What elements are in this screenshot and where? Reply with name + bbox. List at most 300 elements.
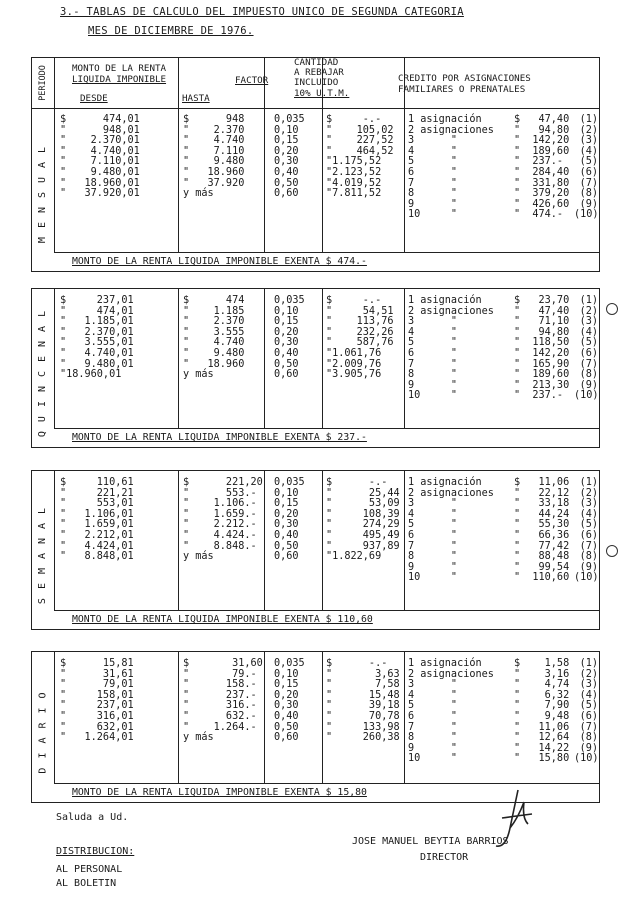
asignacion-value-column-cell: " 66,36 bbox=[514, 529, 570, 541]
period-label bbox=[32, 475, 54, 627]
asignacion-index-column bbox=[574, 659, 598, 765]
asignacion-value-column-cell: " 12,64 bbox=[514, 732, 570, 744]
asignacion-value-column-cell: " 15,80 bbox=[514, 753, 570, 765]
asignacion-index-column-cell: (2) bbox=[579, 124, 598, 136]
factor-column-cell: 0,035 bbox=[274, 295, 305, 306]
rebajar-column-cell: "3.905,76 bbox=[326, 369, 382, 381]
asignacion-index-column-cell: (1) bbox=[579, 477, 598, 488]
asignacion-index-column-cell: (8) bbox=[579, 732, 598, 744]
hasta-column-cell: " 553.- bbox=[183, 487, 257, 499]
rebajar-column-cell: " 25,44 bbox=[326, 487, 400, 499]
rebajar-column-cell: " 464,52 bbox=[326, 145, 394, 157]
desde-column bbox=[60, 115, 140, 200]
asignacion-value-column-cell: $ 23,70 bbox=[514, 295, 570, 306]
asignacion-value-column-cell: " 331,80 bbox=[514, 177, 570, 189]
desde-column-cell: " 18.960,01 bbox=[60, 177, 140, 189]
asignacion-index-column bbox=[574, 296, 598, 402]
hasta-column-cell: " 1.264.- bbox=[183, 721, 257, 733]
asignacion-index-column-cell: (6) bbox=[579, 347, 598, 359]
hasta-column-cell: " 79.- bbox=[183, 668, 257, 680]
factor-column-cell: 0,60 bbox=[274, 732, 299, 744]
rebajar-column-cell: "2.009,76 bbox=[326, 358, 382, 370]
asignacion-index-column-cell: (7) bbox=[579, 721, 598, 733]
footer-divider bbox=[54, 783, 599, 784]
col-credito-1-text: CREDITO POR ASIGNACIONES bbox=[398, 73, 531, 84]
factor-column-cell: 0,50 bbox=[274, 177, 299, 189]
factor-column bbox=[274, 478, 305, 563]
hasta-column-cell: " 18.960 bbox=[183, 166, 245, 178]
asignacion-name-column-cell: 10 " bbox=[408, 572, 458, 584]
rebajar-column-cell: $ -.- bbox=[326, 477, 388, 488]
column-divider bbox=[322, 471, 323, 611]
desde-column-cell: " 9.480,01 bbox=[60, 166, 140, 178]
asignacion-name-column-cell: 10 " bbox=[408, 390, 458, 402]
hasta-column-cell: " 7.110 bbox=[183, 145, 245, 157]
asignacion-name-column-cell: 3 " bbox=[408, 679, 458, 691]
col-periodo-text: PERIODO bbox=[38, 65, 49, 101]
col-cantidad-3 bbox=[294, 78, 338, 88]
desde-column bbox=[60, 296, 134, 381]
period-table-quincenal bbox=[31, 288, 600, 448]
desde-column bbox=[60, 659, 134, 744]
asignacion-index-column-cell: (3) bbox=[579, 316, 598, 328]
col-credito-2 bbox=[398, 85, 525, 95]
column-divider bbox=[178, 471, 179, 611]
header-divider bbox=[32, 108, 599, 109]
asignacion-name-column-cell: 9 " bbox=[408, 742, 458, 754]
col-desde-text: DESDE bbox=[80, 93, 108, 104]
factor-column-cell: 0,20 bbox=[274, 508, 299, 520]
col-factor-text: FACTOR bbox=[235, 75, 269, 86]
title-line-1: 3.- TABLAS DE CALCULO DEL IMPUESTO UNICO DE SEGUNDA CATEGORIA bbox=[60, 6, 464, 18]
period-table-semanal bbox=[31, 470, 600, 630]
period-label-text: MENSUAL bbox=[37, 137, 49, 244]
column-divider bbox=[178, 58, 179, 253]
asignacion-value-column-cell: " 142,20 bbox=[514, 135, 570, 147]
rebajar-column-cell: "1.061,76 bbox=[326, 347, 382, 359]
punch-hole bbox=[606, 303, 618, 315]
column-divider bbox=[54, 652, 55, 784]
asignacion-index-column-cell: (9) bbox=[579, 742, 598, 754]
signer-name: JOSE MANUEL BEYTIA BARRIOS bbox=[352, 836, 509, 847]
asignacion-name-column-cell: 6 " bbox=[408, 347, 458, 359]
rebajar-column-cell: " 113,76 bbox=[326, 316, 394, 328]
asignacion-index-column-cell: (10) bbox=[574, 753, 599, 765]
exenta-footer bbox=[72, 432, 367, 443]
asignacion-name-column bbox=[408, 478, 494, 584]
asignacion-name-column bbox=[408, 296, 494, 402]
asignacion-value-column-cell: " 118,50 bbox=[514, 337, 570, 349]
column-divider bbox=[264, 58, 265, 253]
desde-column-cell: " 948,01 bbox=[60, 124, 140, 136]
asignacion-value-column-cell: " 6,32 bbox=[514, 689, 570, 701]
exenta-footer bbox=[72, 614, 373, 625]
asignacion-index-column bbox=[574, 478, 598, 584]
asignacion-value-column-cell: " 88,48 bbox=[514, 551, 570, 563]
rebajar-column-cell: " 587,76 bbox=[326, 337, 394, 349]
asignacion-index-column-cell: (5) bbox=[579, 519, 598, 531]
asignacion-index-column-cell: (3) bbox=[579, 679, 598, 691]
period-label-text: DIARIO bbox=[37, 682, 49, 774]
asignacion-name-column-cell: 1 asignación bbox=[408, 477, 482, 488]
asignacion-index-column-cell: (10) bbox=[574, 390, 599, 402]
period-label bbox=[32, 293, 54, 445]
asignacion-index-column-cell: (4) bbox=[579, 508, 598, 520]
title-line-2: MES DE DICIEMBRE DE 1976. bbox=[88, 25, 254, 37]
asignacion-value-column-cell: " 474.- bbox=[514, 209, 564, 221]
hasta-column-cell: $ 474 bbox=[183, 295, 245, 306]
asignacion-index-column-cell: (1) bbox=[579, 658, 598, 669]
asignacion-value-column-cell: " 44,24 bbox=[514, 508, 570, 520]
col-credito-1 bbox=[398, 74, 531, 84]
asignacion-name-column-cell: 1 asignación bbox=[408, 114, 482, 125]
asignacion-name-column bbox=[408, 659, 494, 765]
hasta-column-cell: " 2.212.- bbox=[183, 519, 257, 531]
rebajar-column-cell: "2.123,52 bbox=[326, 166, 382, 178]
period-label-text: QUINCENAL bbox=[37, 301, 49, 437]
rebajar-column bbox=[326, 296, 393, 381]
exenta-footer-text: MONTO DE LA RENTA LIQUIDA IMPONIBLE EXENTA $ 15,80 bbox=[72, 787, 367, 798]
col-hasta-text: HASTA bbox=[182, 93, 210, 104]
factor-column-cell: 0,035 bbox=[274, 114, 305, 125]
asignacion-name-column-cell: 6 " bbox=[408, 529, 458, 541]
col-cantidad-2-text: A REBAJAR bbox=[294, 67, 344, 78]
column-divider bbox=[264, 289, 265, 429]
hasta-column bbox=[183, 115, 244, 200]
asignacion-value-column-cell: " 189,60 bbox=[514, 369, 570, 381]
asignacion-index-column-cell: (4) bbox=[579, 326, 598, 338]
asignacion-name-column-cell: 1 asignación bbox=[408, 295, 482, 306]
asignacion-name-column-cell: 2 asignaciones bbox=[408, 487, 494, 499]
rebajar-column-cell: "4.019,52 bbox=[326, 177, 382, 189]
period-table-mensual bbox=[31, 57, 600, 272]
asignacion-name-column-cell: 4 " bbox=[408, 326, 458, 338]
asignacion-value-column-cell: " 7,90 bbox=[514, 700, 570, 712]
asignacion-value-column-cell: " 77,42 bbox=[514, 540, 570, 552]
desde-column-cell: "18.960,01 bbox=[60, 369, 122, 381]
rebajar-column-cell: " 937,89 bbox=[326, 540, 400, 552]
rebajar-column-cell: "1.822,69 bbox=[326, 551, 382, 563]
asignacion-name-column-cell: 7 " bbox=[408, 540, 458, 552]
hasta-column-cell: " 632.- bbox=[183, 710, 257, 722]
factor-column-cell: 0,10 bbox=[274, 668, 299, 680]
asignacion-index-column-cell: (1) bbox=[579, 295, 598, 306]
punch-hole bbox=[606, 545, 618, 557]
factor-column-cell: 0,40 bbox=[274, 347, 299, 359]
hasta-column-cell: " 1.106.- bbox=[183, 498, 257, 510]
rebajar-column-cell: "7.811,52 bbox=[326, 188, 382, 200]
factor-column-cell: 0,40 bbox=[274, 166, 299, 178]
col-cantidad-4-text: 10% U.T.M. bbox=[294, 88, 350, 99]
asignacion-name-column-cell: 8 " bbox=[408, 551, 458, 563]
column-divider bbox=[404, 289, 405, 429]
rebajar-column-cell: " 54,51 bbox=[326, 305, 394, 317]
asignacion-index-column-cell: (7) bbox=[579, 358, 598, 370]
desde-column-cell: " 2.370,01 bbox=[60, 135, 140, 147]
period-table-diario bbox=[31, 651, 600, 803]
asignacion-name-column-cell: 3 " bbox=[408, 498, 458, 510]
exenta-footer bbox=[72, 256, 367, 267]
rebajar-column-cell: " 495,49 bbox=[326, 529, 400, 541]
asignacion-value-column-cell: " 22,12 bbox=[514, 487, 570, 499]
asignacion-name-column-cell: 6 " bbox=[408, 710, 458, 722]
desde-column-cell: " 3.555,01 bbox=[60, 337, 134, 349]
desde-column-cell: $ 474,01 bbox=[60, 114, 140, 125]
distribution-heading: DISTRIBUCION: bbox=[56, 846, 135, 857]
signer-title: DIRECTOR bbox=[420, 852, 469, 863]
hasta-column-cell: " 2.370 bbox=[183, 316, 245, 328]
col-monto-line2-text: LIQUIDA IMPONIBLE bbox=[72, 74, 167, 85]
factor-column-cell: 0,20 bbox=[274, 689, 299, 701]
hasta-column-cell: $ 31,60 bbox=[183, 658, 263, 669]
hasta-column-cell: " 158.- bbox=[183, 679, 257, 691]
asignacion-value-column-cell: $ 1,58 bbox=[514, 658, 570, 669]
hasta-column-cell: " 316.- bbox=[183, 700, 257, 712]
asignacion-index-column-cell: (5) bbox=[579, 156, 598, 168]
asignacion-index-column-cell: (9) bbox=[579, 379, 598, 391]
asignacion-name-column-cell: 5 " bbox=[408, 337, 458, 349]
factor-column-cell: 0,20 bbox=[274, 326, 299, 338]
desde-column-cell: " 632,01 bbox=[60, 721, 134, 733]
col-monto-line2 bbox=[72, 75, 166, 85]
period-label-text: SEMANAL bbox=[37, 498, 49, 604]
asignacion-name-column-cell: 2 asignaciones bbox=[408, 124, 494, 136]
desde-column-cell: " 1.659,01 bbox=[60, 519, 134, 531]
asignacion-index-column-cell: (5) bbox=[579, 700, 598, 712]
column-divider bbox=[54, 289, 55, 429]
column-divider bbox=[404, 471, 405, 611]
desde-column-cell: " 158,01 bbox=[60, 689, 134, 701]
asignacion-index-column-cell: (3) bbox=[579, 498, 598, 510]
asignacion-name-column-cell: 8 " bbox=[408, 188, 458, 200]
column-divider bbox=[322, 289, 323, 429]
asignacion-value-column bbox=[514, 478, 569, 584]
rebajar-column-cell: $ -.- bbox=[326, 114, 382, 125]
exenta-footer-text: MONTO DE LA RENTA LIQUIDA IMPONIBLE EXENTA $ 474.- bbox=[72, 256, 367, 267]
column-divider bbox=[178, 652, 179, 784]
desde-column-cell: " 4.424,01 bbox=[60, 540, 134, 552]
desde-column-cell: " 221,21 bbox=[60, 487, 134, 499]
hasta-column-cell: $ 948 bbox=[183, 114, 245, 125]
asignacion-value-column-cell: " 94,80 bbox=[514, 124, 570, 136]
hasta-column-cell: " 237.- bbox=[183, 689, 257, 701]
hasta-column-cell: " 3.555 bbox=[183, 326, 245, 338]
asignacion-value-column-cell: " 14,22 bbox=[514, 742, 570, 754]
col-hasta bbox=[182, 94, 210, 104]
factor-column-cell: 0,60 bbox=[274, 369, 299, 381]
column-divider bbox=[322, 652, 323, 784]
desde-column-cell: $ 237,01 bbox=[60, 295, 134, 306]
column-divider bbox=[264, 471, 265, 611]
factor-column-cell: 0,50 bbox=[274, 358, 299, 370]
asignacion-value-column-cell: " 47,40 bbox=[514, 305, 570, 317]
asignacion-name-column-cell: 3 " bbox=[408, 316, 458, 328]
factor-column-cell: 0,60 bbox=[274, 188, 299, 200]
desde-column-cell: " 31,61 bbox=[60, 668, 134, 680]
asignacion-value-column-cell: " 165,90 bbox=[514, 358, 570, 370]
asignacion-name-column-cell: 9 " bbox=[408, 198, 458, 210]
rebajar-column bbox=[326, 659, 400, 744]
asignacion-index-column-cell: (10) bbox=[574, 572, 599, 584]
asignacion-value-column-cell: " 55,30 bbox=[514, 519, 570, 531]
factor-column-cell: 0,20 bbox=[274, 145, 299, 157]
hasta-column bbox=[183, 659, 263, 744]
asignacion-value-column-cell: " 237.- bbox=[514, 156, 564, 168]
factor-column bbox=[274, 296, 305, 381]
factor-column-cell: 0,30 bbox=[274, 700, 299, 712]
asignacion-index-column-cell: (6) bbox=[579, 529, 598, 541]
asignacion-index-column-cell: (8) bbox=[579, 551, 598, 563]
asignacion-value-column-cell: " 237.- bbox=[514, 390, 564, 402]
asignacion-index-column-cell: (7) bbox=[579, 177, 598, 189]
col-desde bbox=[80, 94, 108, 104]
desde-column bbox=[60, 478, 134, 563]
asignacion-name-column-cell: 1 asignación bbox=[408, 658, 482, 669]
hasta-column-cell: y más bbox=[183, 369, 214, 381]
col-cantidad-4 bbox=[294, 89, 349, 99]
asignacion-name-column-cell: 10 " bbox=[408, 209, 458, 221]
rebajar-column-cell: " 3,63 bbox=[326, 668, 400, 680]
factor-column bbox=[274, 659, 305, 744]
asignacion-index-column bbox=[574, 115, 598, 221]
asignacion-value-column-cell: " 213,30 bbox=[514, 379, 570, 391]
closing-salutation: Saluda a Ud. bbox=[56, 812, 129, 823]
hasta-column-cell: " 4.424.- bbox=[183, 529, 257, 541]
rebajar-column-cell: " 133,98 bbox=[326, 721, 400, 733]
document-title bbox=[60, 6, 464, 18]
asignacion-index-column-cell: (4) bbox=[579, 689, 598, 701]
rebajar-column-cell: " 39,18 bbox=[326, 700, 400, 712]
asignacion-value-column-cell: " 379,20 bbox=[514, 188, 570, 200]
col-credito-2-text: FAMILIARES O PRENATALES bbox=[398, 84, 526, 95]
asignacion-name-column-cell: 5 " bbox=[408, 519, 458, 531]
asignacion-value-column-cell: " 99,54 bbox=[514, 561, 570, 573]
rebajar-column-cell: " 7,58 bbox=[326, 679, 400, 691]
period-label bbox=[32, 112, 54, 269]
asignacion-index-column-cell: (3) bbox=[579, 135, 598, 147]
desde-column-cell: " 37.920,01 bbox=[60, 188, 140, 200]
factor-column-cell: 0,15 bbox=[274, 498, 299, 510]
col-factor bbox=[235, 76, 268, 86]
desde-column-cell: " 2.370,01 bbox=[60, 326, 134, 338]
desde-column-cell: $ 110,61 bbox=[60, 477, 134, 488]
rebajar-column-cell: " 274,29 bbox=[326, 519, 400, 531]
factor-column-cell: 0,30 bbox=[274, 337, 299, 349]
exenta-footer-text: MONTO DE LA RENTA LIQUIDA IMPONIBLE EXENTA $ 237.- bbox=[72, 432, 367, 443]
col-monto-line1-text: MONTO DE LA RENTA bbox=[72, 63, 167, 74]
rebajar-column-cell: " 53,09 bbox=[326, 498, 400, 510]
asignacion-value-column-cell: " 189,60 bbox=[514, 145, 570, 157]
hasta-column-cell: " 1.185 bbox=[183, 305, 245, 317]
hasta-column bbox=[183, 478, 263, 563]
column-divider bbox=[178, 289, 179, 429]
factor-column-cell: 0,60 bbox=[274, 551, 299, 563]
hasta-column-cell: " 37.920 bbox=[183, 177, 245, 189]
hasta-column-cell: " 9.480 bbox=[183, 156, 245, 168]
asignacion-value-column-cell: " 71,10 bbox=[514, 316, 570, 328]
asignacion-name-column-cell: 2 asignaciones bbox=[408, 305, 494, 317]
desde-column-cell: " 1.264,01 bbox=[60, 732, 134, 744]
hasta-column-cell: y más bbox=[183, 732, 214, 744]
asignacion-index-column-cell: (7) bbox=[579, 540, 598, 552]
rebajar-column-cell: "1.175,52 bbox=[326, 156, 382, 168]
asignacion-value-column-cell: " 33,18 bbox=[514, 498, 570, 510]
desde-column-cell: " 8.848,01 bbox=[60, 551, 134, 563]
factor-column-cell: 0,10 bbox=[274, 305, 299, 317]
factor-column-cell: 0,15 bbox=[274, 679, 299, 691]
asignacion-name-column-cell: 4 " bbox=[408, 689, 458, 701]
col-periodo bbox=[32, 58, 54, 108]
asignacion-index-column-cell: (6) bbox=[579, 710, 598, 722]
factor-column-cell: 0,50 bbox=[274, 721, 299, 733]
asignacion-name-column-cell: 9 " bbox=[408, 379, 458, 391]
rebajar-column-cell: $ -.- bbox=[326, 295, 382, 306]
rebajar-column-cell: " 108,39 bbox=[326, 508, 400, 520]
factor-column-cell: 0,10 bbox=[274, 487, 299, 499]
column-divider bbox=[54, 471, 55, 611]
desde-column-cell: " 237,01 bbox=[60, 700, 134, 712]
asignacion-index-column-cell: (9) bbox=[579, 561, 598, 573]
distribution-item-1: AL PERSONAL bbox=[56, 864, 123, 875]
rebajar-column-cell: " 70,78 bbox=[326, 710, 400, 722]
column-divider bbox=[54, 58, 55, 253]
factor-column-cell: 0,035 bbox=[274, 477, 305, 488]
hasta-column-cell: y más bbox=[183, 188, 214, 200]
hasta-column-cell: " 4.740 bbox=[183, 337, 245, 349]
rebajar-column bbox=[326, 478, 400, 563]
asignacion-value-column-cell: " 142,20 bbox=[514, 347, 570, 359]
asignacion-name-column-cell: 8 " bbox=[408, 732, 458, 744]
asignacion-value-column bbox=[514, 296, 569, 402]
exenta-footer-text: MONTO DE LA RENTA LIQUIDA IMPONIBLE EXENTA $ 110,60 bbox=[72, 614, 373, 625]
factor-column-cell: 0,30 bbox=[274, 519, 299, 531]
asignacion-value-column-cell: $ 11,06 bbox=[514, 477, 570, 488]
asignacion-value-column bbox=[514, 115, 569, 221]
asignacion-index-column-cell: (1) bbox=[579, 114, 598, 125]
desde-column-cell: " 79,01 bbox=[60, 679, 134, 691]
hasta-column-cell: " 8.848.- bbox=[183, 540, 257, 552]
hasta-column bbox=[183, 296, 244, 381]
rebajar-column-cell: " 15,48 bbox=[326, 689, 400, 701]
asignacion-index-column-cell: (2) bbox=[579, 668, 598, 680]
factor-column bbox=[274, 115, 305, 200]
factor-column-cell: 0,50 bbox=[274, 540, 299, 552]
asignacion-index-column-cell: (2) bbox=[579, 487, 598, 499]
asignacion-index-column-cell: (4) bbox=[579, 145, 598, 157]
rebajar-column-cell: " 260,38 bbox=[326, 732, 400, 744]
asignacion-index-column-cell: (2) bbox=[579, 305, 598, 317]
desde-column-cell: $ 15,81 bbox=[60, 658, 134, 669]
desde-column-cell: " 1.106,01 bbox=[60, 508, 134, 520]
desde-column-cell: " 4.740,01 bbox=[60, 347, 134, 359]
footer-divider bbox=[54, 252, 599, 253]
asignacion-name-column-cell: 4 " bbox=[408, 508, 458, 520]
hasta-column-cell: $ 221,20 bbox=[183, 477, 263, 488]
asignacion-value-column-cell: " 3,16 bbox=[514, 668, 570, 680]
asignacion-name-column-cell: 7 " bbox=[408, 177, 458, 189]
asignacion-index-column-cell: (8) bbox=[579, 369, 598, 381]
rebajar-column-cell: " 105,02 bbox=[326, 124, 394, 136]
distribution-item-2: AL BOLETIN bbox=[56, 878, 117, 889]
rebajar-column-cell: $ -.- bbox=[326, 658, 388, 669]
column-divider bbox=[264, 652, 265, 784]
asignacion-name-column-cell: 5 " bbox=[408, 156, 458, 168]
hasta-column-cell: " 1.659.- bbox=[183, 508, 257, 520]
asignacion-value-column-cell: " 94,80 bbox=[514, 326, 570, 338]
asignacion-index-column-cell: (10) bbox=[574, 209, 599, 221]
asignacion-name-column-cell: 10 " bbox=[408, 753, 458, 765]
desde-column-cell: " 2.212,01 bbox=[60, 529, 134, 541]
